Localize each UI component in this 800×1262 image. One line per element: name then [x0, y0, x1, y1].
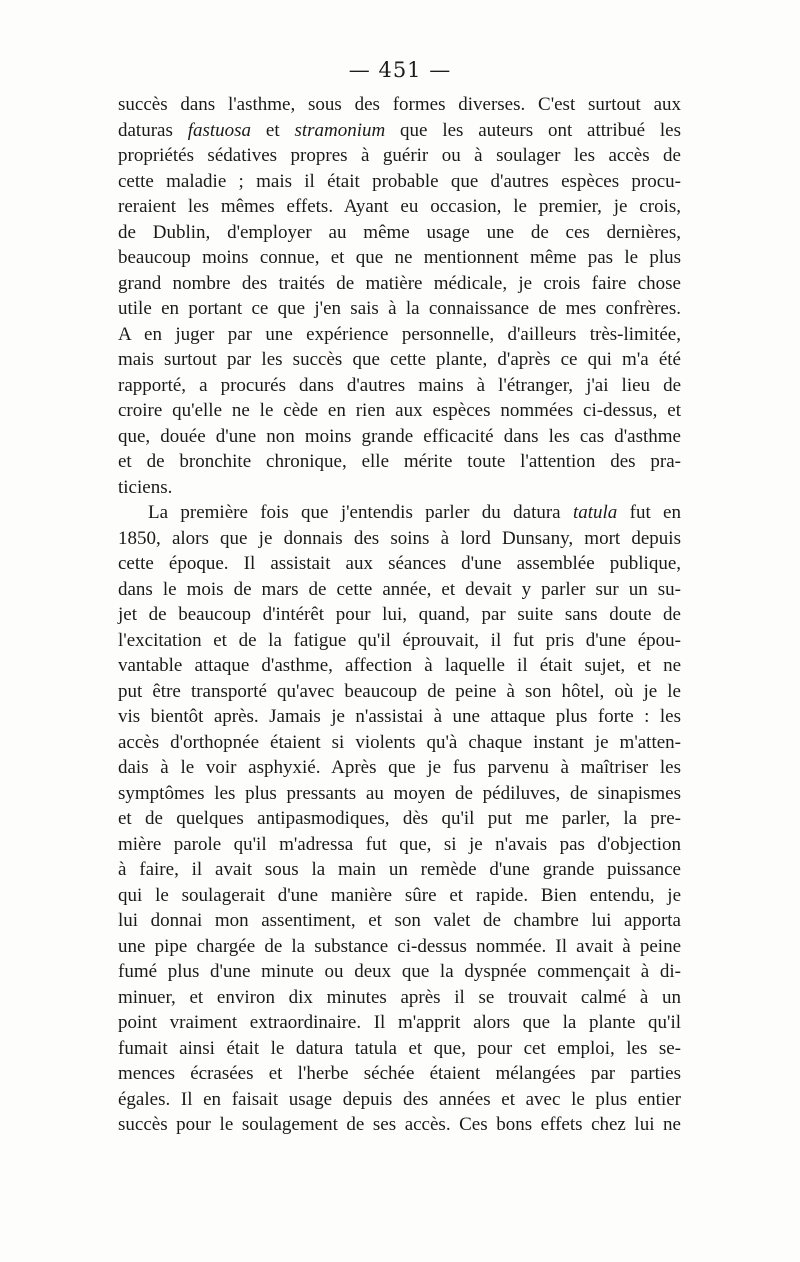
text-line: symptômes les plus pressants au moyen de pédiluves, de sinapismes [118, 782, 681, 804]
paragraph-2 [118, 500, 681, 1138]
text-line: qui le soulagerait d'une manière sûre et rapide. Bien entendu, je [118, 884, 681, 906]
text-line: reraient les mêmes effets. Ayant eu occasion, le premier, je crois, [118, 196, 681, 217]
text-line: cette maladie ; mais il était probable que d'autres espèces procu- [118, 170, 681, 192]
text-line: l'excitation et de la fatigue qu'il éprouvait, il fut pris d'une épou- [118, 629, 681, 651]
text-line: et de quelques antipasmodiques, dès qu'il put me parler, la pre- [118, 808, 681, 829]
text-line: 1850, alors que je donnais des soins à lord Dunsany, mort depuis [118, 527, 681, 549]
body-text [118, 92, 681, 1138]
text-line: point vraiment extraordinaire. Il m'apprit alors que la plante qu'il [118, 1012, 681, 1033]
text-line: beaucoup moins connue, et que ne mentionnent même pas le plus [118, 247, 681, 268]
text-line: vis bientôt après. Jamais je n'assistai à une attaque plus forte : les [118, 706, 681, 727]
text-line: une pipe chargée de la substance ci-dessus nommée. Il avait à peine [118, 935, 681, 957]
text-line: dais à le voir asphyxié. Après que je fus parvenu à maîtriser les [118, 757, 681, 778]
text-line: mences écrasées et l'herbe séchée étaient mélangées par parties [118, 1063, 681, 1084]
text-line: La première fois que j'entendis parler du datura tatula fut en [148, 502, 681, 523]
text-line: rapporté, a procurés dans d'autres mains à l'étranger, j'ai lieu de [118, 374, 681, 396]
text-line: cette époque. Il assistait aux séances d'une assemblée publique, [118, 553, 681, 574]
text-line: minuer, et environ dix minutes après il se trouvait calmé à un [118, 986, 681, 1008]
text-line: de Dublin, d'employer au même usage une de ces dernières, [118, 221, 681, 243]
page-number: — 451 — [348, 58, 452, 82]
text-line: que, douée d'une non moins grande efficacité dans les cas d'asthme [118, 425, 681, 447]
text-line: ticiens. [118, 476, 173, 498]
text-line: vantable attaque d'asthme, affection à laquelle il était sujet, et ne [118, 655, 681, 676]
text-line: à faire, il avait sous la main un remède d'une grande puissance [118, 859, 681, 880]
text-line: accès d'orthopnée étaient si violents qu'à chaque instant je m'atten- [118, 731, 681, 753]
text-line: égales. Il en faisait usage depuis des années et avec le plus entier [118, 1088, 681, 1110]
paragraph-1 [118, 92, 681, 500]
text-line: utile en portant ce que j'en sais à la connaissance de mes confrères. [118, 298, 681, 319]
text-line: dans le mois de mars de cette année, et devait y parler sur un su- [118, 578, 681, 600]
text-line: croire qu'elle ne le cède en rien aux espèces nommées ci-dessus, et [118, 400, 681, 421]
text-line: jet de beaucoup d'intérêt pour lui, quand, par suite sans doute de [118, 604, 681, 625]
text-line: et de bronchite chronique, elle mérite toute l'attention des pra- [118, 451, 681, 472]
text-line: succès pour le soulagement de ses accès. Ces bons effets chez lui ne [118, 1114, 681, 1135]
text-line: fumé plus d'une minute ou deux que la dyspnée commençait à di- [118, 961, 681, 982]
text-line: mière parole qu'il m'adressa fut que, si je n'avais pas d'objection [118, 833, 681, 855]
text-line: daturas fastuosa et stramonium que les auteurs ont attribué les [118, 119, 682, 141]
text-line: lui donnai mon assentiment, et son valet de chambre lui apporta [118, 910, 681, 931]
text-line: put être transporté qu'avec beaucoup de peine à son hôtel, où je le [118, 680, 681, 702]
text-line: fumait ainsi était le datura tatula et que, pour cet emploi, les se- [118, 1037, 681, 1059]
text-line: A en juger par une expérience personnelle, d'ailleurs très-limitée, [118, 323, 681, 345]
text-line: succès dans l'asthme, sous des formes diverses. C'est surtout aux [118, 94, 681, 115]
text-line: grand nombre des traités de matière médicale, je crois faire chose [118, 272, 681, 294]
text-line: mais surtout par les succès que cette plante, d'après ce qui m'a été [118, 349, 681, 370]
text-line: propriétés sédatives propres à guérir ou à soulager les accès de [118, 145, 681, 166]
